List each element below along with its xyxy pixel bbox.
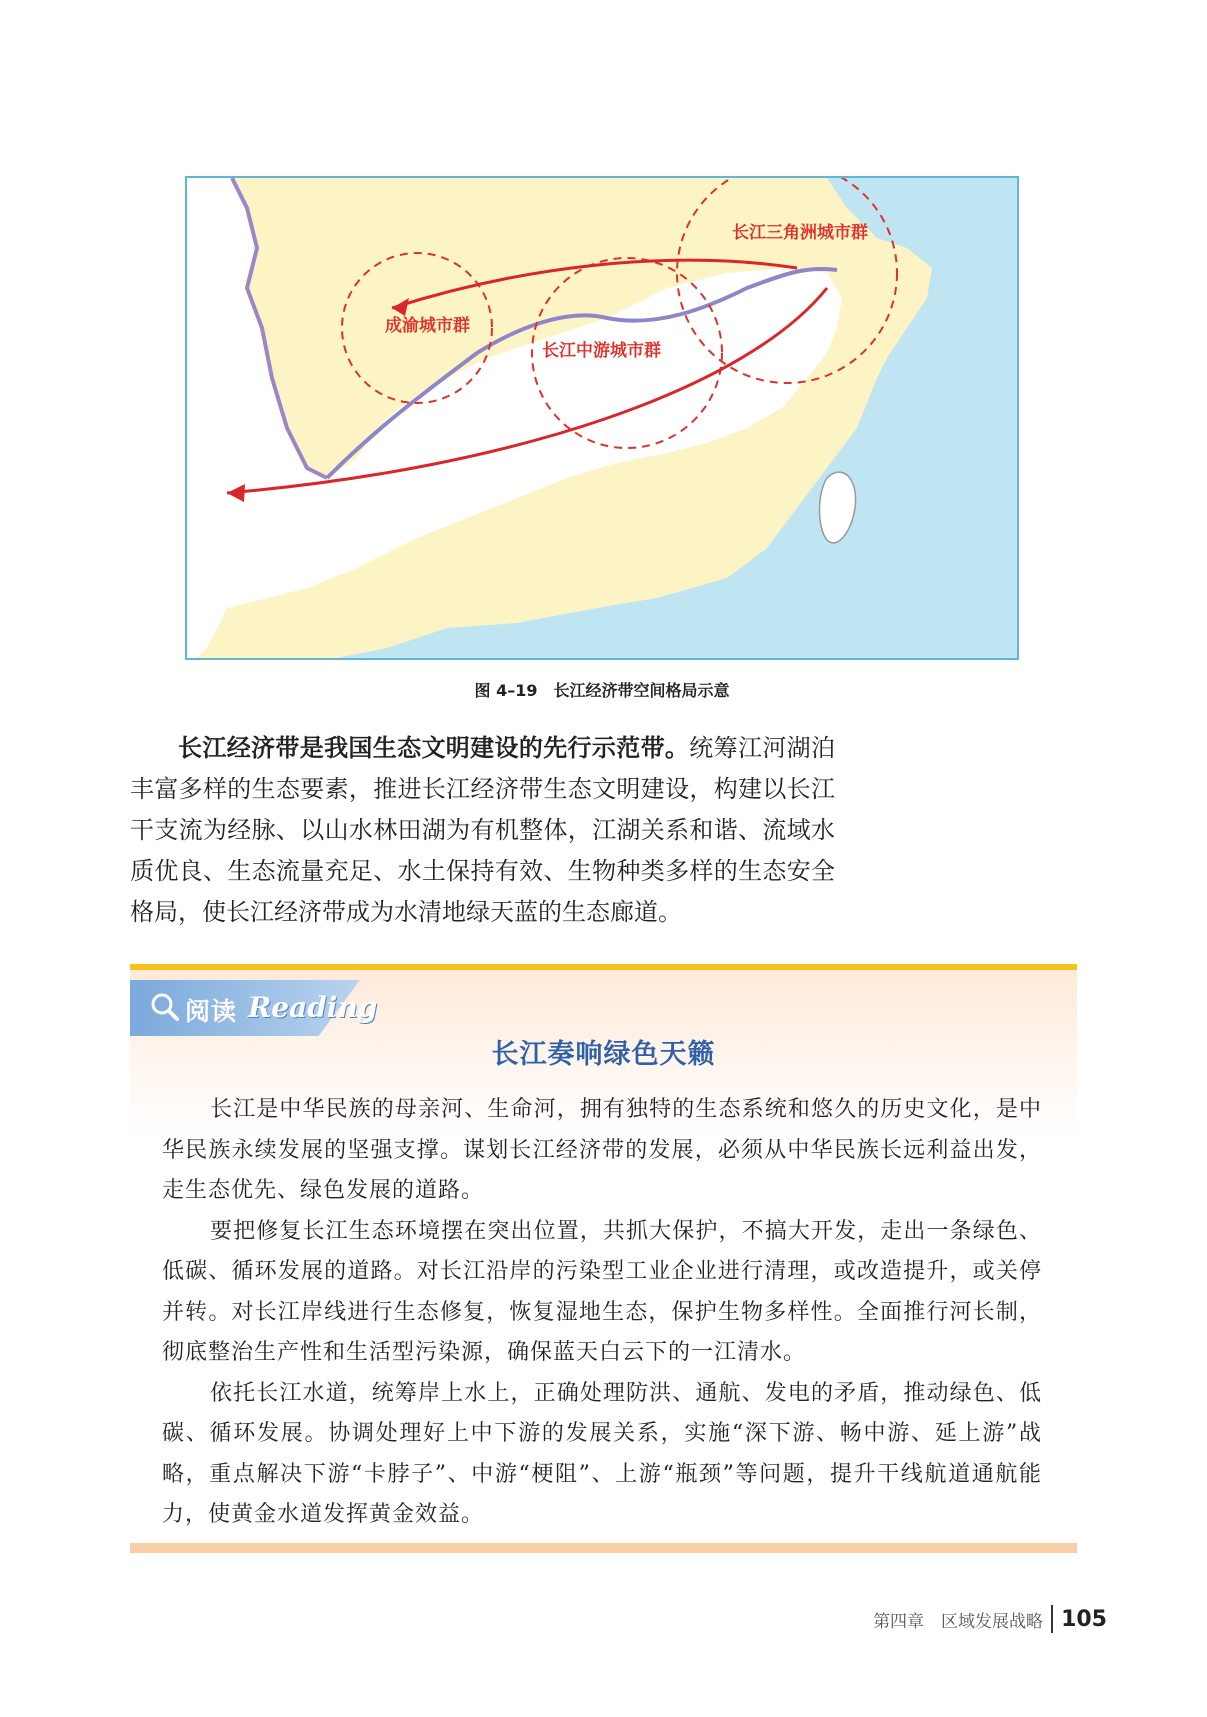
- yangtze-map: [187, 178, 1017, 658]
- search-icon: [150, 992, 180, 1022]
- cluster-label-delta: 长江三角洲城市群: [732, 223, 868, 243]
- reading-box: [130, 964, 1077, 1553]
- page-footer: [873, 1605, 1107, 1633]
- intro-lead: 长江经济带是我国生态文明建设的先行示范带。: [178, 734, 690, 762]
- page-number: 105: [1061, 1606, 1107, 1632]
- cluster-label-mid: 长江中游城市群: [542, 341, 661, 361]
- footer-chapter: 第四章 区域发展战略: [873, 1611, 1044, 1632]
- map-figure: [185, 176, 1019, 660]
- reading-paragraph: 依托长江水道，统筹岸上水上，正确处理防洪、通航、发电的矛盾，推动绿色、低碳、循环发展。协调处理好上中下游的发展关系，实施“深下游、畅中游、延上游”战略，重点解决下游“卡脖子”、中游“梗阻”、上游“瓶颈”等问题，提升干线航道通航能力，使黄金水道发挥黄金效益。: [162, 1380, 1042, 1527]
- reading-title: 长江奏响绿色天籁: [491, 1039, 716, 1070]
- figure-caption: 图 4–19 长江经济带空间格局示意: [474, 681, 730, 700]
- reading-badge-en: Reading: [248, 991, 378, 1024]
- cluster-label-cy: 成渝城市群: [385, 316, 470, 336]
- reading-body: [162, 1090, 1042, 1536]
- reading-paragraph: 长江是中华民族的母亲河、生命河，拥有独特的生态系统和悠久的历史文化，是中华民族永续发展的坚强支撑。谋划长江经济带的发展，必须从中华民族长远利益出发，走生态优先、绿色发展的道路。: [162, 1097, 1042, 1203]
- reading-paragraph: 要把修复长江生态环境摆在突出位置，共抓大保护，不搞大开发，走出一条绿色、低碳、循环发展的道路。对长江沿岸的污染型工业企业进行清理，或改造提升，或关停并转。对长江岸线进行生态修复，恢复湿地生态，保护生物多样性。全面推行河长制，彻底整治生产性和生活型污染源，确保蓝天白云下的一江清水。: [162, 1218, 1042, 1365]
- intro-paragraph: [130, 728, 835, 933]
- reading-badge-cn: 阅读: [185, 997, 238, 1026]
- intro-rest: 统筹江河湖泊丰富多样的生态要素，推进长江经济带生态文明建设，构建以长江干支流为经脉、以山水林田湖为有机整体，江湖关系和谐、流域水质优良、生态流量充足、水土保持有效、生物种类多样的生态安全格局，使长江经济带成为水清地绿天蓝的生态廊道。: [130, 734, 836, 926]
- reading-bottom-bar: [130, 1543, 1077, 1553]
- footer-divider: [1051, 1605, 1053, 1633]
